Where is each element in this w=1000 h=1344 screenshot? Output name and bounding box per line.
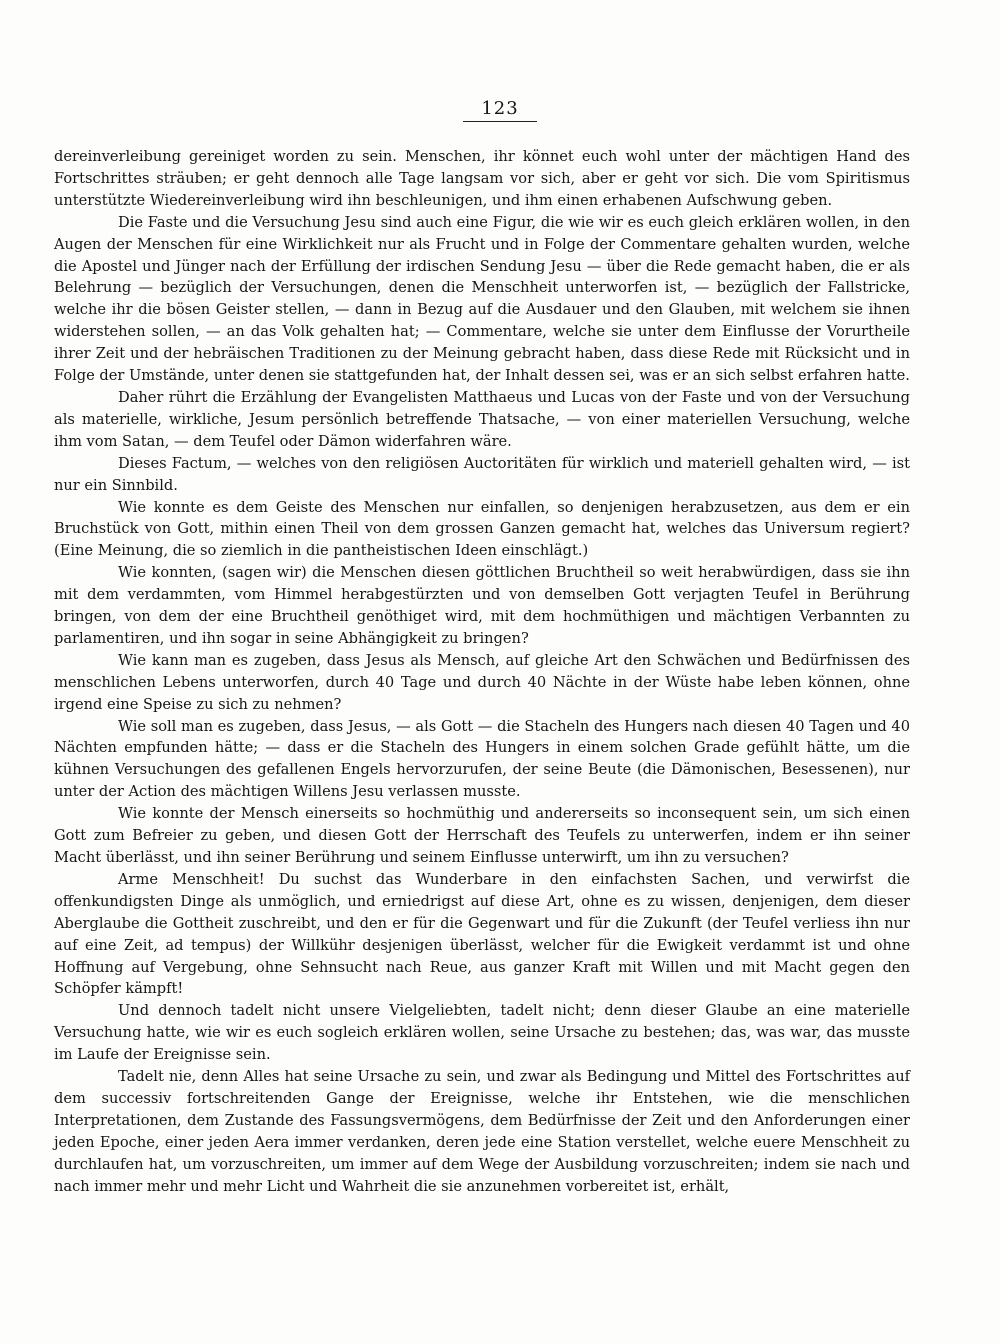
paragraph: Wie konnten, (sagen wir) die Menschen diesen göttlichen Bruchtheil so weit herabwürdigen, dass sie ihn mit dem verdammten, vom Himmel herabgestürzten und von demselben Gott verjagten Teufel in Berührung bringen, von dem der eine Bruchtheil genöthiget wird, mit dem hochmüthigen und mächtigen Verbannten zu parlamentiren, und ihn sogar in seine Abhängigkeit zu bringen? (54, 564, 910, 647)
page-number: 123 (463, 98, 536, 122)
paragraph: Daher rührt die Erzählung der Evangelisten Matthaeus und Lucas von der Faste und von der Versuchung als materielle, wirkliche, Jesum persönlich betreffende Thatsache, — von einer materiellen Versuchung, welche ihm vom Satan, — dem Teufel oder Dämon widerfahren wäre. (54, 388, 910, 450)
paragraph: Wie soll man es zugeben, dass Jesus, — als Gott — die Stacheln des Hungers nach diesen 40 Tagen und 40 Nächten empfunden hätte; — dass er die Stacheln des Hungers in einem solchen Grade gefühlt hätte, um die kühnen Versuchungen des gefallenen Engels hervorzurufen, der seine Beute (die Dämonischen, Besessenen), nur unter der Action des mächtigen Willens Jesu verlassen musste. (54, 717, 910, 801)
paragraph: Arme Menschheit! Du suchst das Wunderbare in den einfachsten Sachen, und verwirfst die offenkundigsten Dinge als unmöglich, und erniedrigst auf diese Art, ohne es zu wissen, denjenigen, dem dieser Aberglaube die Gottheit zuschreibt, und den er für die Gegenwart und für die Zukunft (der Teufel verliess ihn nur auf eine Zeit, ad tempus) der Willkühr desjenigen überlässt, welcher für die Ewigkeit verdammt ist und ohne Hoffnung auf Vergebung, ohne Sehnsucht nach Reue, aus ganzer Kraft mit Willen und mit Macht gegen den Schöpfer kämpft! (54, 870, 910, 998)
paragraph: dereinverleibung gereiniget worden zu sein. Menschen, ihr könnet euch wohl unter der mächtigen Hand des Fortschrittes sträuben; er geht dennoch alle Tage langsam vor sich, aber er geht vor sich. Die vom Spiritismus unterstützte Wiedereinverleibung wird ihn beschleunigen, und ihm einen erhabenen Aufschwung geben. (54, 148, 910, 209)
paragraph: Wie konnte es dem Geiste des Menschen nur einfallen, so denjenigen herabzusetzen, aus dem er ein Bruchstück von Gott, mithin einen Theil von dem grossen Ganzen gemacht hat, welches das Universum regiert? (Eine Meinung, die so ziemlich in die pantheistischen Ideen einschlägt.) (54, 498, 910, 560)
paragraph: Die Faste und die Versuchung Jesu sind auch eine Figur, die wie wir es euch gleich erklären wollen, in den Augen der Menschen für eine Wirklichkeit nur als Frucht und in Folge der Commentare gehalten wurden, welche die Apostel und Jünger nach der Erfüllung der irdischen Sendung Jesu — über die Rede gemacht haben, die er als Belehrung — bezüglich der Versuchungen, denen die Menschheit unterworfen ist, — bezüglich der Fallstricke, welche ihr die bösen Geister stellen, — dann in Bezug auf die Ausdauer und den Glauben, mit welchem sie ihnen widerstehen sollen, — an das Volk gehalten hat; — Commentare, welche sie unter dem Einflusse der Vorurtheile ihrer Zeit und der hebräischen Traditionen zu der Meinung gebracht haben, dass diese Rede mit Rücksicht und in Folge der Umstände, unter denen sie stattgefunden hat, der Inhalt dessen sei, was er an sich selbst erfahren hatte. (54, 213, 910, 385)
paragraph: Wie kann man es zugeben, dass Jesus als Mensch, auf gleiche Art den Schwächen und Bedürfnissen des menschlichen Lebens unterworfen, durch 40 Tage und durch 40 Nächte in der Wüste habe leben können, ohne irgend eine Speise zu sich zu nehmen? (54, 651, 910, 713)
body-text (54, 146, 910, 1198)
page-header (0, 98, 1000, 122)
paragraph: Dieses Factum, — welches von den religiösen Auctoritäten für wirklich und materiell gehalten wird, — ist nur ein Sinnbild. (54, 454, 910, 494)
paragraph: Und dennoch tadelt nicht unsere Vielgeliebten, tadelt nicht; denn dieser Glaube an eine materielle Versuchung hatte, wie wir es euch sogleich erklären wollen, seine Ursache zu bestehen; das, was war, das musste im Laufe der Ereignisse sein. (54, 1002, 910, 1064)
paragraph: Tadelt nie, denn Alles hat seine Ursache zu sein, und zwar als Bedingung und Mittel des Fortschrittes auf dem successiv fortschreitenden Gange der Ereignisse, welche ihr Entstehen, wie die menschlichen Interpretationen, dem Zustande des Fassungsvermögens, dem Bedürfnisse der Zeit und den Anforderungen einer jeden Epoche, einer jeden Aera immer verdanken, deren jede eine Station verstellet, welche euere Menschheit zu durchlaufen hat, um vorzuschreiten, um immer auf dem Wege der Ausbildung vorzuschreiten; indem sie nach und nach immer mehr und mehr Licht und Wahrheit die sie anzunehmen vorbereitet ist, erhält, (54, 1068, 910, 1195)
paragraph: Wie konnte der Mensch einerseits so hochmüthig und andererseits so inconsequent sein, um sich einen Gott zum Befreier zu geben, und diesen Gott der Herrschaft des Teufels zu unterwerfen, indem er ihn seiner Macht überlässt, und ihn seiner Berührung und seinem Einflusse unterwirft, um ihn zu versuchen? (54, 805, 910, 866)
